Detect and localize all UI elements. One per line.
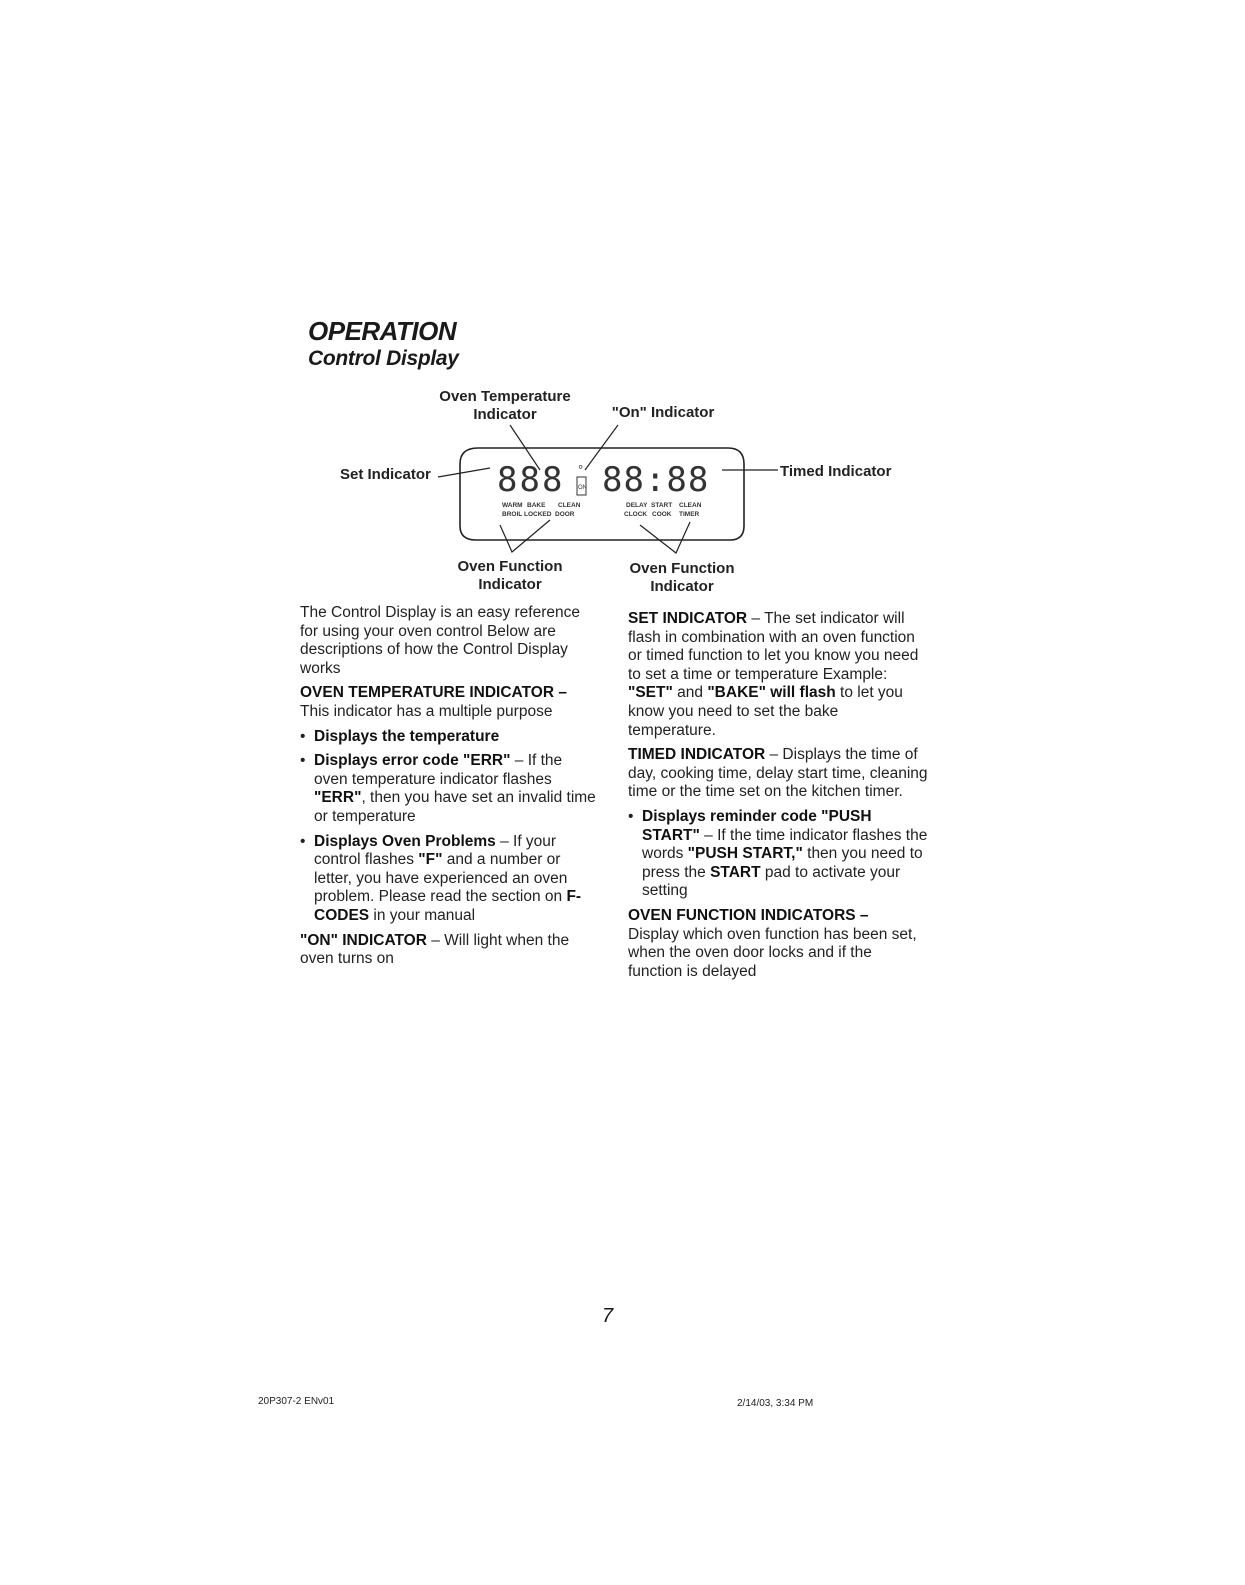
func-broil: BROIL: [502, 511, 523, 518]
func-bake: BAKE: [527, 502, 546, 509]
subsection-title: Control Display: [308, 347, 459, 370]
set-indicator-paragraph: SET INDICATOR – The set indicator will flash in combination with an oven function or timed function to let you know you need to set a time or temperature Example: "SET" and "BAKE" will flash to let you know you need to set the bake temperature.: [628, 610, 919, 739]
bullet-oven-problems: • Displays Oven Problems – If your control flashes "F" and a number or letter, you have experienced an oven problem. Please read the section on F-CODES in your manual: [300, 832, 582, 924]
func-locked: LOCKED: [524, 511, 552, 518]
degree-mark: °: [578, 462, 584, 477]
right-column: [628, 610, 928, 981]
footer-left: 20P307-2 ENv01: [258, 1396, 335, 1407]
label-oven-temperature: Oven Temperature Indicator: [439, 388, 571, 423]
label-oven-function-right: Oven Function Indicator: [629, 560, 735, 595]
digits-temperature: 888: [497, 460, 565, 500]
bullet-error-code: • Displays error code "ERR" – If the oven temperature indicator flashes "ERR", then you have set an invalid time or temperature: [300, 752, 596, 825]
label-timed-indicator: Timed Indicator: [780, 463, 892, 480]
func-clean-right: CLEAN: [679, 502, 702, 509]
leader-func-left: [500, 520, 550, 552]
on-indicator-paragraph: "ON" INDICATOR – Will light when the oven turns on: [300, 931, 570, 968]
oven-temp-section: OVEN TEMPERATURE INDICATOR – This indicator has a multiple purpose: [300, 684, 567, 720]
label-on-indicator: "On" Indicator: [611, 404, 715, 421]
func-timer: TIMER: [679, 511, 700, 518]
page-number: 7: [602, 1305, 614, 1327]
label-oven-function-left: Oven Function Indicator: [457, 558, 563, 593]
oven-function-section: OVEN FUNCTION INDICATORS – Display which oven function has been set, when the oven door locks and if the function is delayed: [628, 906, 917, 980]
leader-func-right: [640, 522, 690, 553]
func-clean-left: CLEAN: [558, 502, 581, 509]
func-warm: WARM: [502, 502, 523, 509]
func-delay: DELAY: [626, 502, 648, 509]
footer-right: 2/14/03, 3:34 PM: [737, 1398, 814, 1409]
timed-indicator-paragraph: TIMED INDICATOR – Displays the time of day, cooking time, delay start time, cleaning time or the time set on the kitchen timer.: [628, 746, 928, 801]
label-set-indicator: Set Indicator: [340, 466, 431, 483]
left-column: [300, 604, 600, 975]
on-mark: ON: [578, 485, 587, 491]
func-clock: CLOCK: [624, 511, 648, 518]
func-start: START: [651, 502, 673, 509]
section-title: OPERATION: [308, 316, 457, 346]
digits-time: 88:88: [602, 460, 710, 500]
intro-paragraph: The Control Display is an easy reference for using your oven control Below are descriptions of how the Control Display works: [300, 604, 580, 677]
bullet-temperature: • Displays the temperature: [300, 727, 500, 745]
leader-set: [438, 468, 490, 477]
func-cook: COOK: [652, 511, 672, 518]
func-door: DOOR: [555, 511, 575, 518]
bullet-push-start: • Displays reminder code "PUSH START" – If the time indicator flashes the words "PUSH START," then you need to press the START pad to activate your setting: [628, 807, 928, 900]
